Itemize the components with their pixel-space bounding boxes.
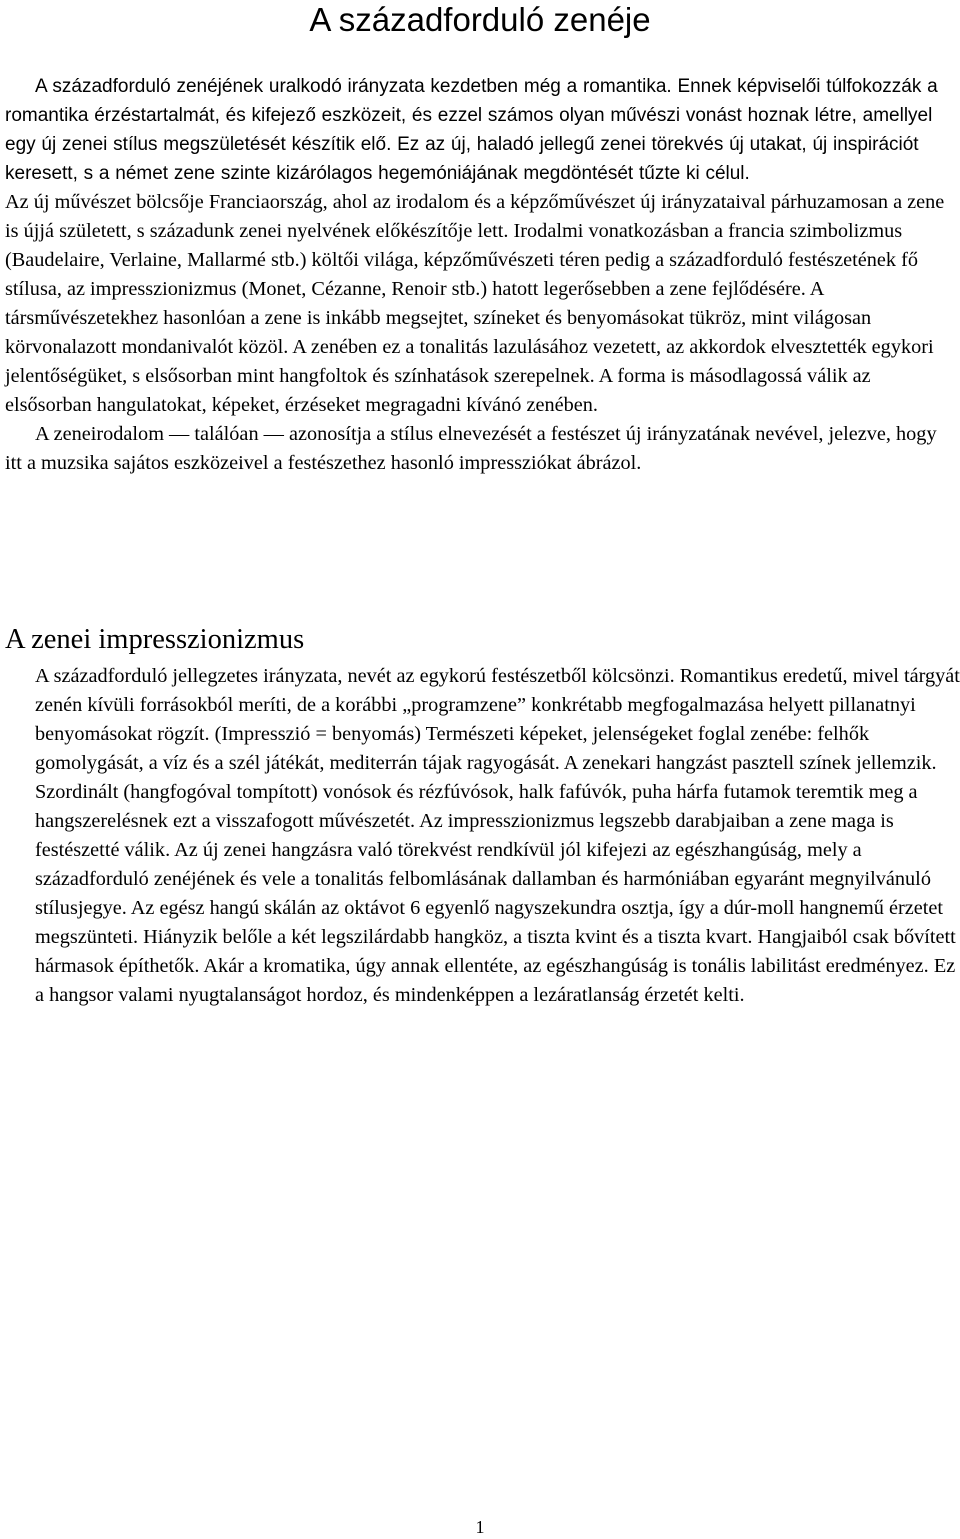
page-number: 1 xyxy=(475,1517,485,1537)
intro-paragraph-sans: A századforduló zenéjének uralkodó irányzata kezdetben még a romantika. Ennek képviselői túlfokozzák a romantika érzéstartalmát, és kifejező eszközeit, és ezzel számos olyan művészi vonást hoznak létre, amellyel egy új zenei stílus megszületését készítik elő. Ez az új, haladó jellegű zenei törekvés új utakat, új inspirációt keresett, s a német zene szinte kizárólagos hegemóniájának megdöntését tűzte ki célul. xyxy=(5,76,938,184)
paragraph-zeneirodalom: A zeneirodalom — találóan — azonosítja a stílus elnevezését a festészet új irányzatának nevével, jelezve, hogy itt a muzsika sajátos eszközeivel a festészethez hasonló impressziókat ábrázol. xyxy=(5,423,937,474)
intro-continuation xyxy=(5,188,957,478)
section-body-paragraph: A századforduló jellegzetes irányzata, nevét az egykorú festészetből kölcsönzi. Romantikus eredetű, mivel tárgyát zenén kívüli forrásokból meríti, de a korábbi „programzene” konkrétabb megfogalmazása helyett pillanatnyi benyomásokat rögzít. (Impresszió = benyomás) Természeti képeket, jelenségeket foglal zenébe: felhők gomolygását, a víz és a szél játékát, mediterrán tájak ragyogását. A zenekari hangzást pasztell színek jellemzik. Szordinált (hangfogóval tompított) vonósok és rézfúvósok, halk fafúvók, puha hárfa futamok teremtik meg a hangszerelésnek ezt a visszafogott művészetét. Az impresszionizmus legszebb darabjaiban a zene maga is festészetté válik. Az új zenei hangzásra való törekvést rendkívül jól kifejezi az egészhangúság, mely a századforduló zenéjének és vele a tonalitás felbomlásának dallamban és harmóniában egyaránt megnyilvánuló stílusjegye. Az egész hangú skálán az oktávot 6 egyenlő nagyszekundra osztja, így a dúr-moll hangnemű érzetet megszünteti. Hiányzik belőle a két legszilárdabb hangköz, a tiszta kvint és a tiszta kvart. Hangjaiból csak bővített hármasok építhetők. Akár a kromatika, úgy annak ellentéte, az egészhangúság is tonális labilitást eredményez. Ez a hangsor valami nyugtalanságot hordoz, és mindenképpen a lezáratlanság érzetét kelti. xyxy=(35,665,960,1006)
intro-paragraph-serif: Az új művészet bölcsője Franciaország, ahol az irodalom és a képzőművészet új irányzataival párhuzamosan a zene is újjá született, s századunk zenei nyelvének előkészítője lett. Irodalmi vonatkozásban a francia szimbolizmus (Baudelaire, Verlaine, Mallarmé stb.) költői világa, képzőművészeti téren pedig a századforduló festészetének fő stílusa, az impresszionizmus (Monet, Cézanne, Renoir stb.) hatott legerősebben a zene fejlődésére. A társművészetekhez hasonlóan a zene is inkább megsejtet, színeket és benyomásokat tükröz, mint világosan körvonalazott mondanivalót közöl. A zenében ez a tonalitás lazulásához vezetett, az akkordok elvesztették egykori jelentőségüket, s elsősorban mint hangfoltok és színhatások szerepelnek. A forma is másodlagossá válik az elsősorban hangulatokat, képeket, érzéseket megragadni kívánó zenében. xyxy=(5,191,945,416)
section-heading: A zenei impresszionizmus xyxy=(5,624,305,655)
page-title: A századforduló zenéje xyxy=(309,1,651,38)
